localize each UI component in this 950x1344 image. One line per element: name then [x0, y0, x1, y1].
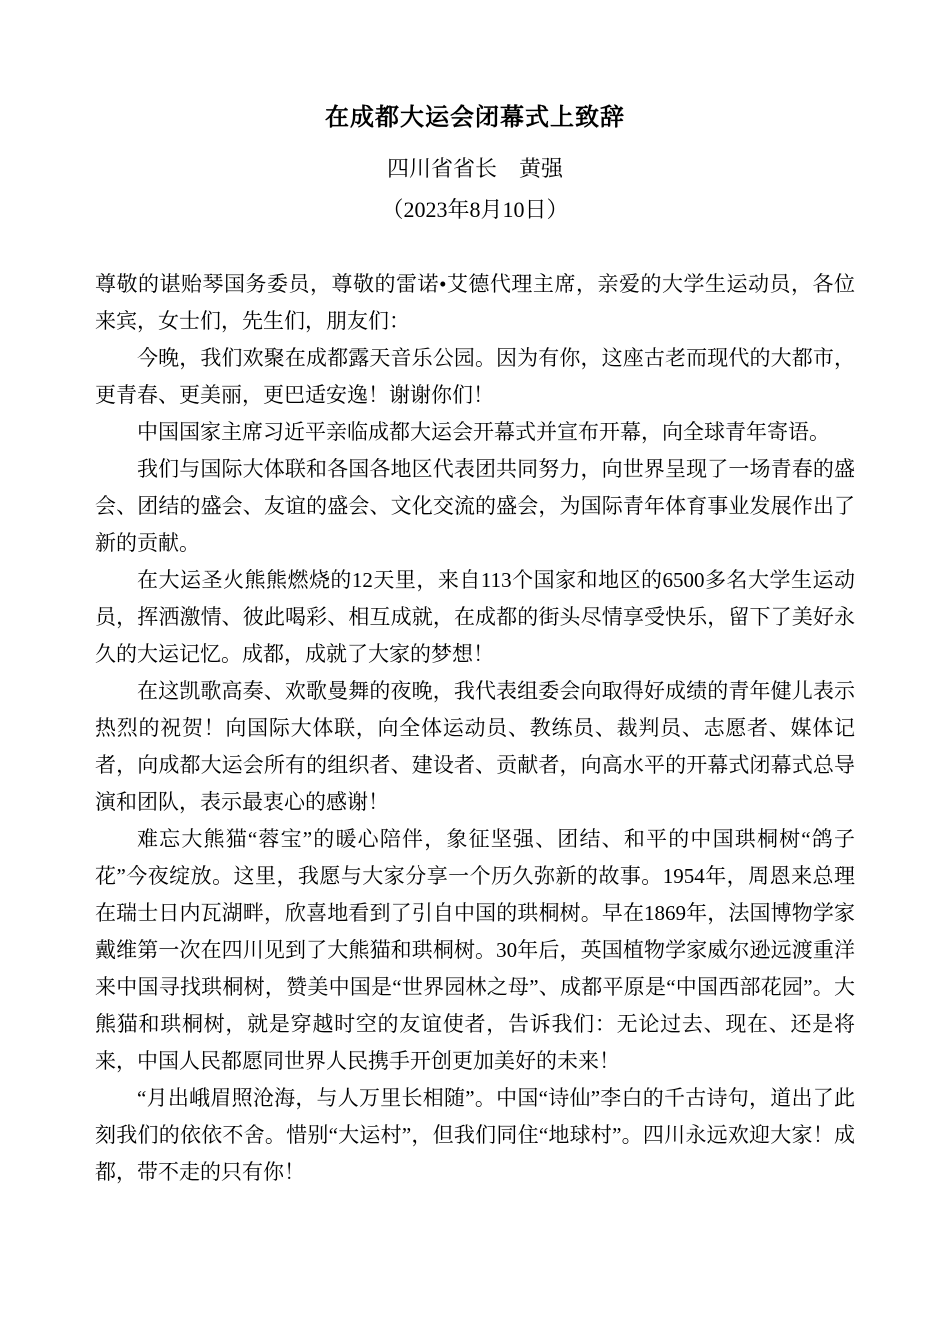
- paragraph-games-summary: 在大运圣火熊熊燃烧的12天里，来自113个国家和地区的6500多名大学生运动员，挥洒激情、彼此喝彩、相互成就，在成都的街头尽情享受快乐，留下了美好永久的大运记忆。成都，成就了大家的梦想！: [95, 568, 855, 666]
- paragraph-thanks: 在这凯歌高奏、欢歌曼舞的夜晚，我代表组委会向取得好成绩的青年健儿表示热烈的祝贺！向国际大体联，向全体运动员、教练员、裁判员、志愿者、媒体记者，向成都大运会所有的组织者、建设者、贡献者，向高水平的开幕式闭幕式总导演和团队，表示最衷心的感谢！: [95, 679, 855, 814]
- paragraph-panda-story: 难忘大熊猫“蓉宝”的暖心陪伴，象征坚强、团结、和平的中国珙桐树“鸽子花”今夜绽放。这里，我愿与大家分享一个历久弥新的故事。1954年，周恩来总理在瑞士日内瓦湖畔，欣喜地看到了引自中国的珙桐树。早在1869年，法国博物学家戴维第一次在四川见到了大熊猫和珙桐树。30年后，英国植物学家威尔逊远渡重洋来中国寻找珙桐树，赞美中国是“世界园林之母”、成都平原是“中国西部花园”。大熊猫和珙桐树，就是穿越时空的友谊使者，告诉我们：无论过去、现在、还是将来，中国人民都愿同世界人民携手开创更加美好的未来！: [95, 827, 855, 1073]
- document-body: [95, 266, 855, 1191]
- paragraph-president: 中国国家主席习近平亲临成都大运会开幕式并宣布开幕，向全球青年寄语。: [137, 420, 830, 444]
- paragraph-opening: 今晚，我们欢聚在成都露天音乐公园。因为有你，这座古老而现代的大都市，更青春、更美丽，更巴适安逸！谢谢你们！: [95, 346, 855, 407]
- author-line: 四川省省长 黄强: [386, 156, 563, 181]
- paragraph-farewell: “月出峨眉照沧海，与人万里长相随”。中国“诗仙”李白的千古诗句，道出了此刻我们的依依不舍。惜别“大运村”，但我们同住“地球村”。四川永远欢迎大家！成都，带不走的只有你！: [95, 1086, 855, 1184]
- paragraph-salutation: 尊敬的谌贻琴国务委员，尊敬的雷诺•艾德代理主席，亲爱的大学生运动员，各位来宾，女士们，先生们，朋友们：: [95, 272, 855, 333]
- paragraph-cooperation: 我们与国际大体联和各国各地区代表团共同努力，向世界呈现了一场青春的盛会、团结的盛会、友谊的盛会、文化交流的盛会，为国际青年体育事业发展作出了新的贡献。: [95, 457, 855, 555]
- document-title: 在成都大运会闭幕式上致辞: [325, 105, 625, 131]
- date-line: （2023年8月10日）: [381, 197, 569, 222]
